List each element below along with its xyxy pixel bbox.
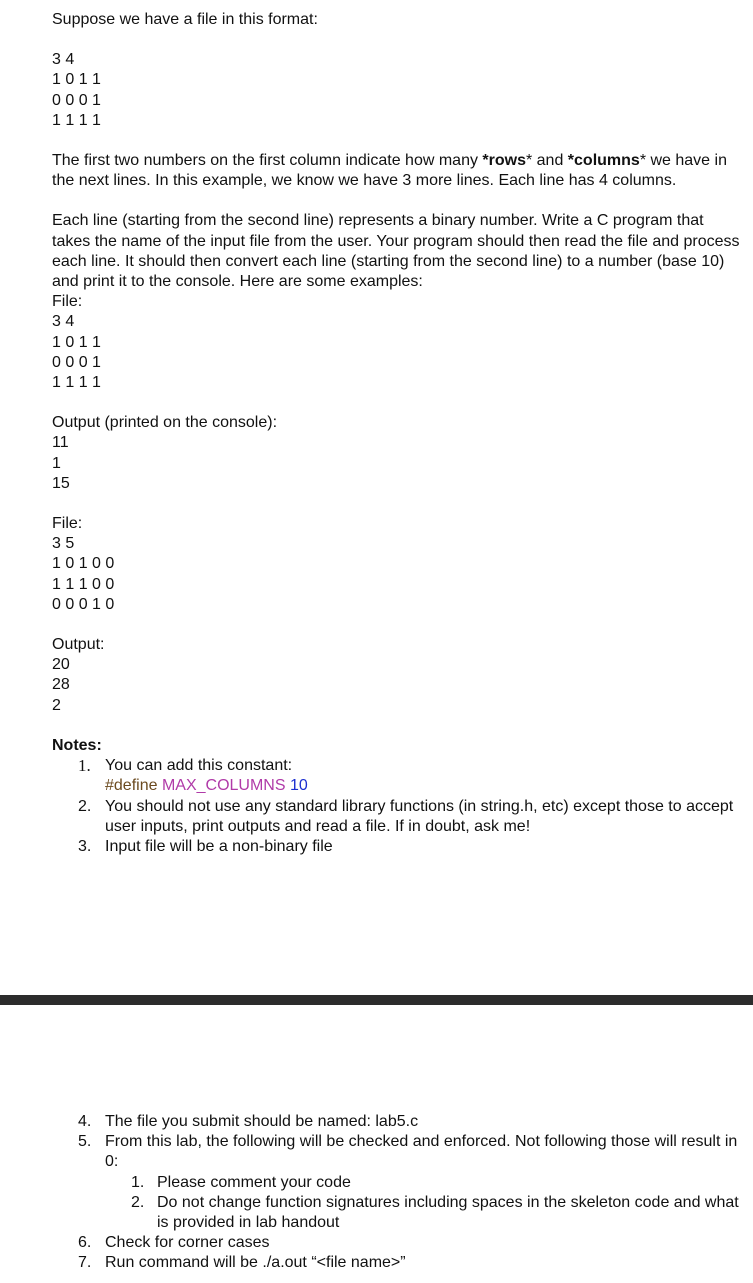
- notes-title: Notes:: [52, 736, 102, 754]
- file-line: 0 0 0 1: [52, 353, 101, 371]
- file-line: 3 4: [52, 313, 75, 331]
- file-line: 1 0 1 1: [52, 71, 101, 89]
- file-label: File:: [52, 293, 83, 311]
- list-text: Run command will be ./a.out “<file name>”: [105, 1254, 406, 1272]
- list-number: 3.: [78, 837, 92, 855]
- sub-list-text: Please comment your code: [157, 1173, 351, 1191]
- list-text: The file you submit should be named: lab5.c: [105, 1113, 419, 1130]
- output-line: 11: [52, 434, 69, 452]
- example-file-block: [52, 50, 742, 131]
- notes-list: [52, 756, 742, 857]
- document-page-1: [52, 10, 742, 857]
- list-text: Check for corner cases: [105, 1234, 270, 1252]
- list-text: From this lab, the following will be checked and enforced. Not following those will result in 0:: [105, 1133, 738, 1171]
- code-keyword: #define: [105, 777, 158, 795]
- file-line: 1 1 1 1: [52, 374, 101, 392]
- file-line: 1 0 1 0 0: [52, 555, 115, 573]
- example1-file: [52, 292, 742, 393]
- example1-output: [52, 413, 742, 494]
- list-item: [52, 1253, 742, 1273]
- document-page-2: [52, 1112, 742, 1274]
- code-define: [105, 776, 742, 796]
- sub-list-number: 1.: [131, 1173, 145, 1191]
- output-label: Output:: [52, 636, 105, 654]
- file-line: 1 1 1 1: [52, 111, 101, 129]
- sub-list-item: [52, 1193, 742, 1233]
- page-divider: [0, 995, 753, 1005]
- list-item: [52, 837, 742, 857]
- list-item: [52, 1233, 742, 1253]
- columns-keyword: *columns: [567, 152, 640, 170]
- list-number: 6.: [78, 1234, 92, 1252]
- list-number: 5.: [78, 1133, 92, 1151]
- example2-file: [52, 514, 742, 615]
- paragraph-rows-columns: The first two numbers on the first column indicate how many *rows* and *columns* we have in the next lines. In this example, we know we have 3 more lines. Each line has 4 columns.: [52, 152, 727, 190]
- file-line: 1 1 1 0 0: [52, 575, 115, 593]
- list-item: [52, 1132, 742, 1172]
- list-number: 1.: [78, 756, 91, 776]
- list-item: [52, 797, 742, 837]
- output-line: 15: [52, 474, 70, 492]
- file-line: 0 0 0 1 0: [52, 595, 115, 613]
- list-text: Input file will be a non-binary file: [105, 837, 333, 855]
- list-text: You should not use any standard library functions (in string.h, etc) except those to accept user inputs, print outputs and read a file. If in doubt, ask me!: [105, 797, 734, 835]
- file-line: 3 5: [52, 535, 75, 553]
- sub-list-text: Do not change function signatures including spaces in the skeleton code and what is provided in lab handout: [157, 1193, 739, 1232]
- example2-output: [52, 635, 742, 716]
- file-line: 3 4: [52, 51, 75, 69]
- list-item: [52, 756, 742, 796]
- list-number: 2.: [78, 797, 92, 815]
- list-number: 7.: [78, 1254, 92, 1272]
- output-line: 1: [52, 454, 61, 472]
- file-label: File:: [52, 515, 83, 533]
- list-text: You can add this constant:: [105, 757, 293, 775]
- notes-section: [52, 736, 742, 857]
- sub-list-number: 2.: [131, 1193, 145, 1211]
- output-line: 2: [52, 696, 61, 714]
- code-value: 10: [289, 777, 308, 795]
- list-item: [52, 1112, 742, 1132]
- code-identifier: MAX_COLUMNS: [161, 777, 286, 795]
- output-label: Output (printed on the console):: [52, 414, 278, 432]
- sub-list-item: [52, 1173, 742, 1193]
- file-line: 0 0 0 1: [52, 91, 101, 109]
- list-number: 4.: [78, 1113, 92, 1130]
- rows-keyword: *rows: [482, 152, 526, 170]
- output-line: 28: [52, 676, 70, 694]
- paragraph-instructions: Each line (starting from the second line) represents a binary number. Write a C program that takes the name of the input file from the user. Your program should then read the file and process each line. It should then convert each line (starting from the second line) to a number (base 10) and print it to the console. Here are some examples:: [52, 212, 740, 291]
- output-line: 20: [52, 656, 70, 674]
- file-line: 1 0 1 1: [52, 333, 101, 351]
- intro-text: Suppose we have a file in this format:: [52, 11, 318, 28]
